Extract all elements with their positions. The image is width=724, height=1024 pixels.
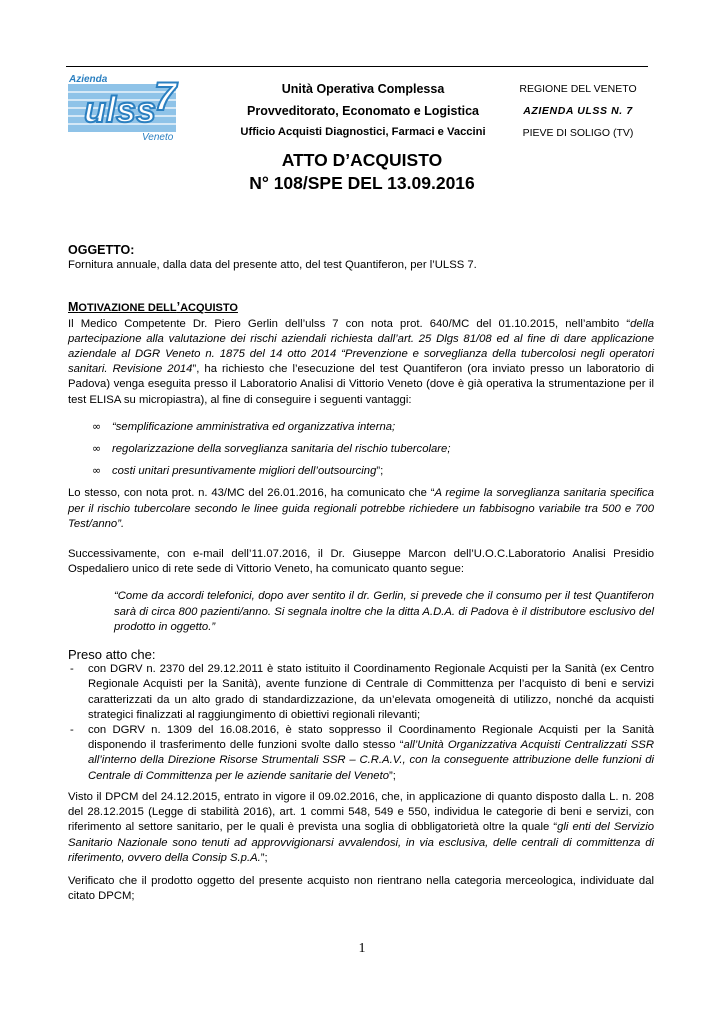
header-department: Provveditorato, Economato e Logistica <box>247 104 479 118</box>
header-unit: Unità Operativa Complessa <box>281 82 445 96</box>
document-number: N° 108/SPE DEL 13.09.2016 <box>249 173 475 193</box>
logo-azienda-text: Azienda <box>69 74 108 85</box>
motivazione-heading: MOTIVAZIONE DELL’ACQUISTO <box>68 300 238 315</box>
paragraph-verificato: Verificato che il prodotto oggetto del presente acquisto non rientrano nella categoria merceologica, individuate dal citato DPCM; <box>68 874 654 903</box>
dash-item-dgrv-2370: - con DGRV n. 2370 del 29.12.2011 è stato istituito il Coordinamento Regionale Acquisti per la Sanità (ex Centro Regionale Acquisti per la Sanità), avente funzione di Centrale di Committenza per l’acquisto di beni e servizi caratterizzati da un alto grado di standardizzazione, da un’elevata omogeneità di utilizzo, nonché da acquisti strategici finalizzati al raggiungimento di obiettivi regionali rilevanti; <box>70 663 654 721</box>
dash-item-dgrv-1309: - con DGRV n. 1309 del 16.08.2016, è stato soppresso il Coordinamento Regionale Acquisti per la Sanità disponendo il trasferimento delle funzioni svolte dallo stesso “all’Unità Organizzativa Acquisti Centralizzati SSR all’interno della Direzione Risorse Strumentali SSR – C.R.A.V., con la conseguente attribuzione delle funzioni di Centrale di Committenza per le aziende sanitarie del Veneto”; <box>70 724 654 782</box>
list-item: ∞ regolarizzazione della sorveglianza sanitaria del rischio tubercolare; <box>92 442 451 456</box>
logo-number-text: 7 <box>154 75 177 119</box>
advantages-list <box>92 420 654 480</box>
document-body <box>68 243 654 904</box>
header-azienda: AZIENDA ULSS N. 7 <box>523 105 633 117</box>
header-rule <box>66 66 648 67</box>
quote-email: “Come da accordi telefonici, dopo aver sentito il dr. Gerlin, si prevede che il consumo per il test Quantiferon sarà di circa 800 pazienti/anno. Si segnala inoltre che la ditta A.D.A. di Padova è il distributore esclusivo del prodotto in oggetto.” <box>114 590 654 633</box>
infinity-bullet-icon: ∞ <box>92 442 102 456</box>
dash-bullet-icon: - <box>70 724 74 737</box>
oggetto-heading: OGGETTO: <box>68 243 135 257</box>
logo-ulss-text: ulss <box>84 89 157 130</box>
paragraph-gerlin: Il Medico Competente Dr. Piero Gerlin dell’ulss 7 con nota prot. 640/MC del 01.10.2015, nell’ambito “della partecipazione alla valutazione dei rischi aziendali richiesta dall’art. 25 Dlgs 81/08 ed al fine di dare applicazione aziendale al DGR Veneto n. 1875 del 14 otto 2014 “Prevenzione e sorveglianza della tubercolosi negli operatori sanitari. Revisione 2014”, ha richiesto che l’esecuzione del test Quantiferon (ora inviato presso un laboratorio di Padova) venga eseguita presso il Laboratorio Analisi di Vittorio Veneto (dove è già operativa la strumentazione per il test ELISA su micropiastra), al fine di conseguire i seguenti vantaggi: <box>68 317 654 406</box>
ulss-logo <box>66 72 186 142</box>
page-number: 1 <box>358 941 366 956</box>
infinity-bullet-icon: ∞ <box>92 464 102 478</box>
infinity-bullet-icon: ∞ <box>92 419 102 433</box>
paragraph-nota: Lo stesso, con nota prot. n. 43/MC del 26.01.2016, ha comunicato che “A regime la sorveglianza sanitaria specifica per il rischio tubercolare secondo le linee guida regionali potrebbe richiedere un fabbisogno variabile tra 500 e 700 Test/anno”. <box>68 487 654 530</box>
list-item: ∞ “semplificazione amministrativa ed organizzativa interna; <box>92 419 396 433</box>
dash-bullet-icon: - <box>70 663 74 676</box>
preso-atto-heading: Preso atto che: <box>68 647 156 663</box>
header-region: REGIONE DEL VENETO <box>519 83 637 95</box>
paragraph-dpcm: Visto il DPCM del 24.12.2015, entrato in vigore il 09.02.2016, che, in applicazione di quanto disposto dalla L. n. 208 del 28.12.2015 (Legge di stabilità 2016), art. 1 commi 548, 549 e 550, individua le categorie di beni e servizi, con riferimento al settore sanitario, per le quali è prevista una soglia di obbligatorietà oltre la quale “gli enti del Servizio Sanitario Nazionale sono tenuti ad approvvigionarsi avvalendosi, in via esclusiva, delle centrali di committenza di riferimento, ovvero della Consip S.p.A.”; <box>68 790 655 864</box>
oggetto-text: Fornitura annuale, dalla data del presente atto, del test Quantiferon, per l’ULSS 7. <box>68 259 477 272</box>
paragraph-marcon: Successivamente, con e-mail dell’11.07.2016, il Dr. Giuseppe Marcon dell’U.O.C.Laboratorio Analisi Presidio Ospedaliero unico di rete sede di Vittorio Veneto, ha comunicato quanto segue: <box>68 548 654 576</box>
document-title: ATTO D’ACQUISTO <box>281 150 443 170</box>
logo-veneto-text: Veneto <box>142 132 174 142</box>
header-location: PIEVE DI SOLIGO (TV) <box>522 127 634 139</box>
header-office: Ufficio Acquisti Diagnostici, Farmaci e Vaccini <box>240 126 486 138</box>
list-item: ∞ costi unitari presuntivamente migliori dell’outsourcing”; <box>92 464 384 478</box>
